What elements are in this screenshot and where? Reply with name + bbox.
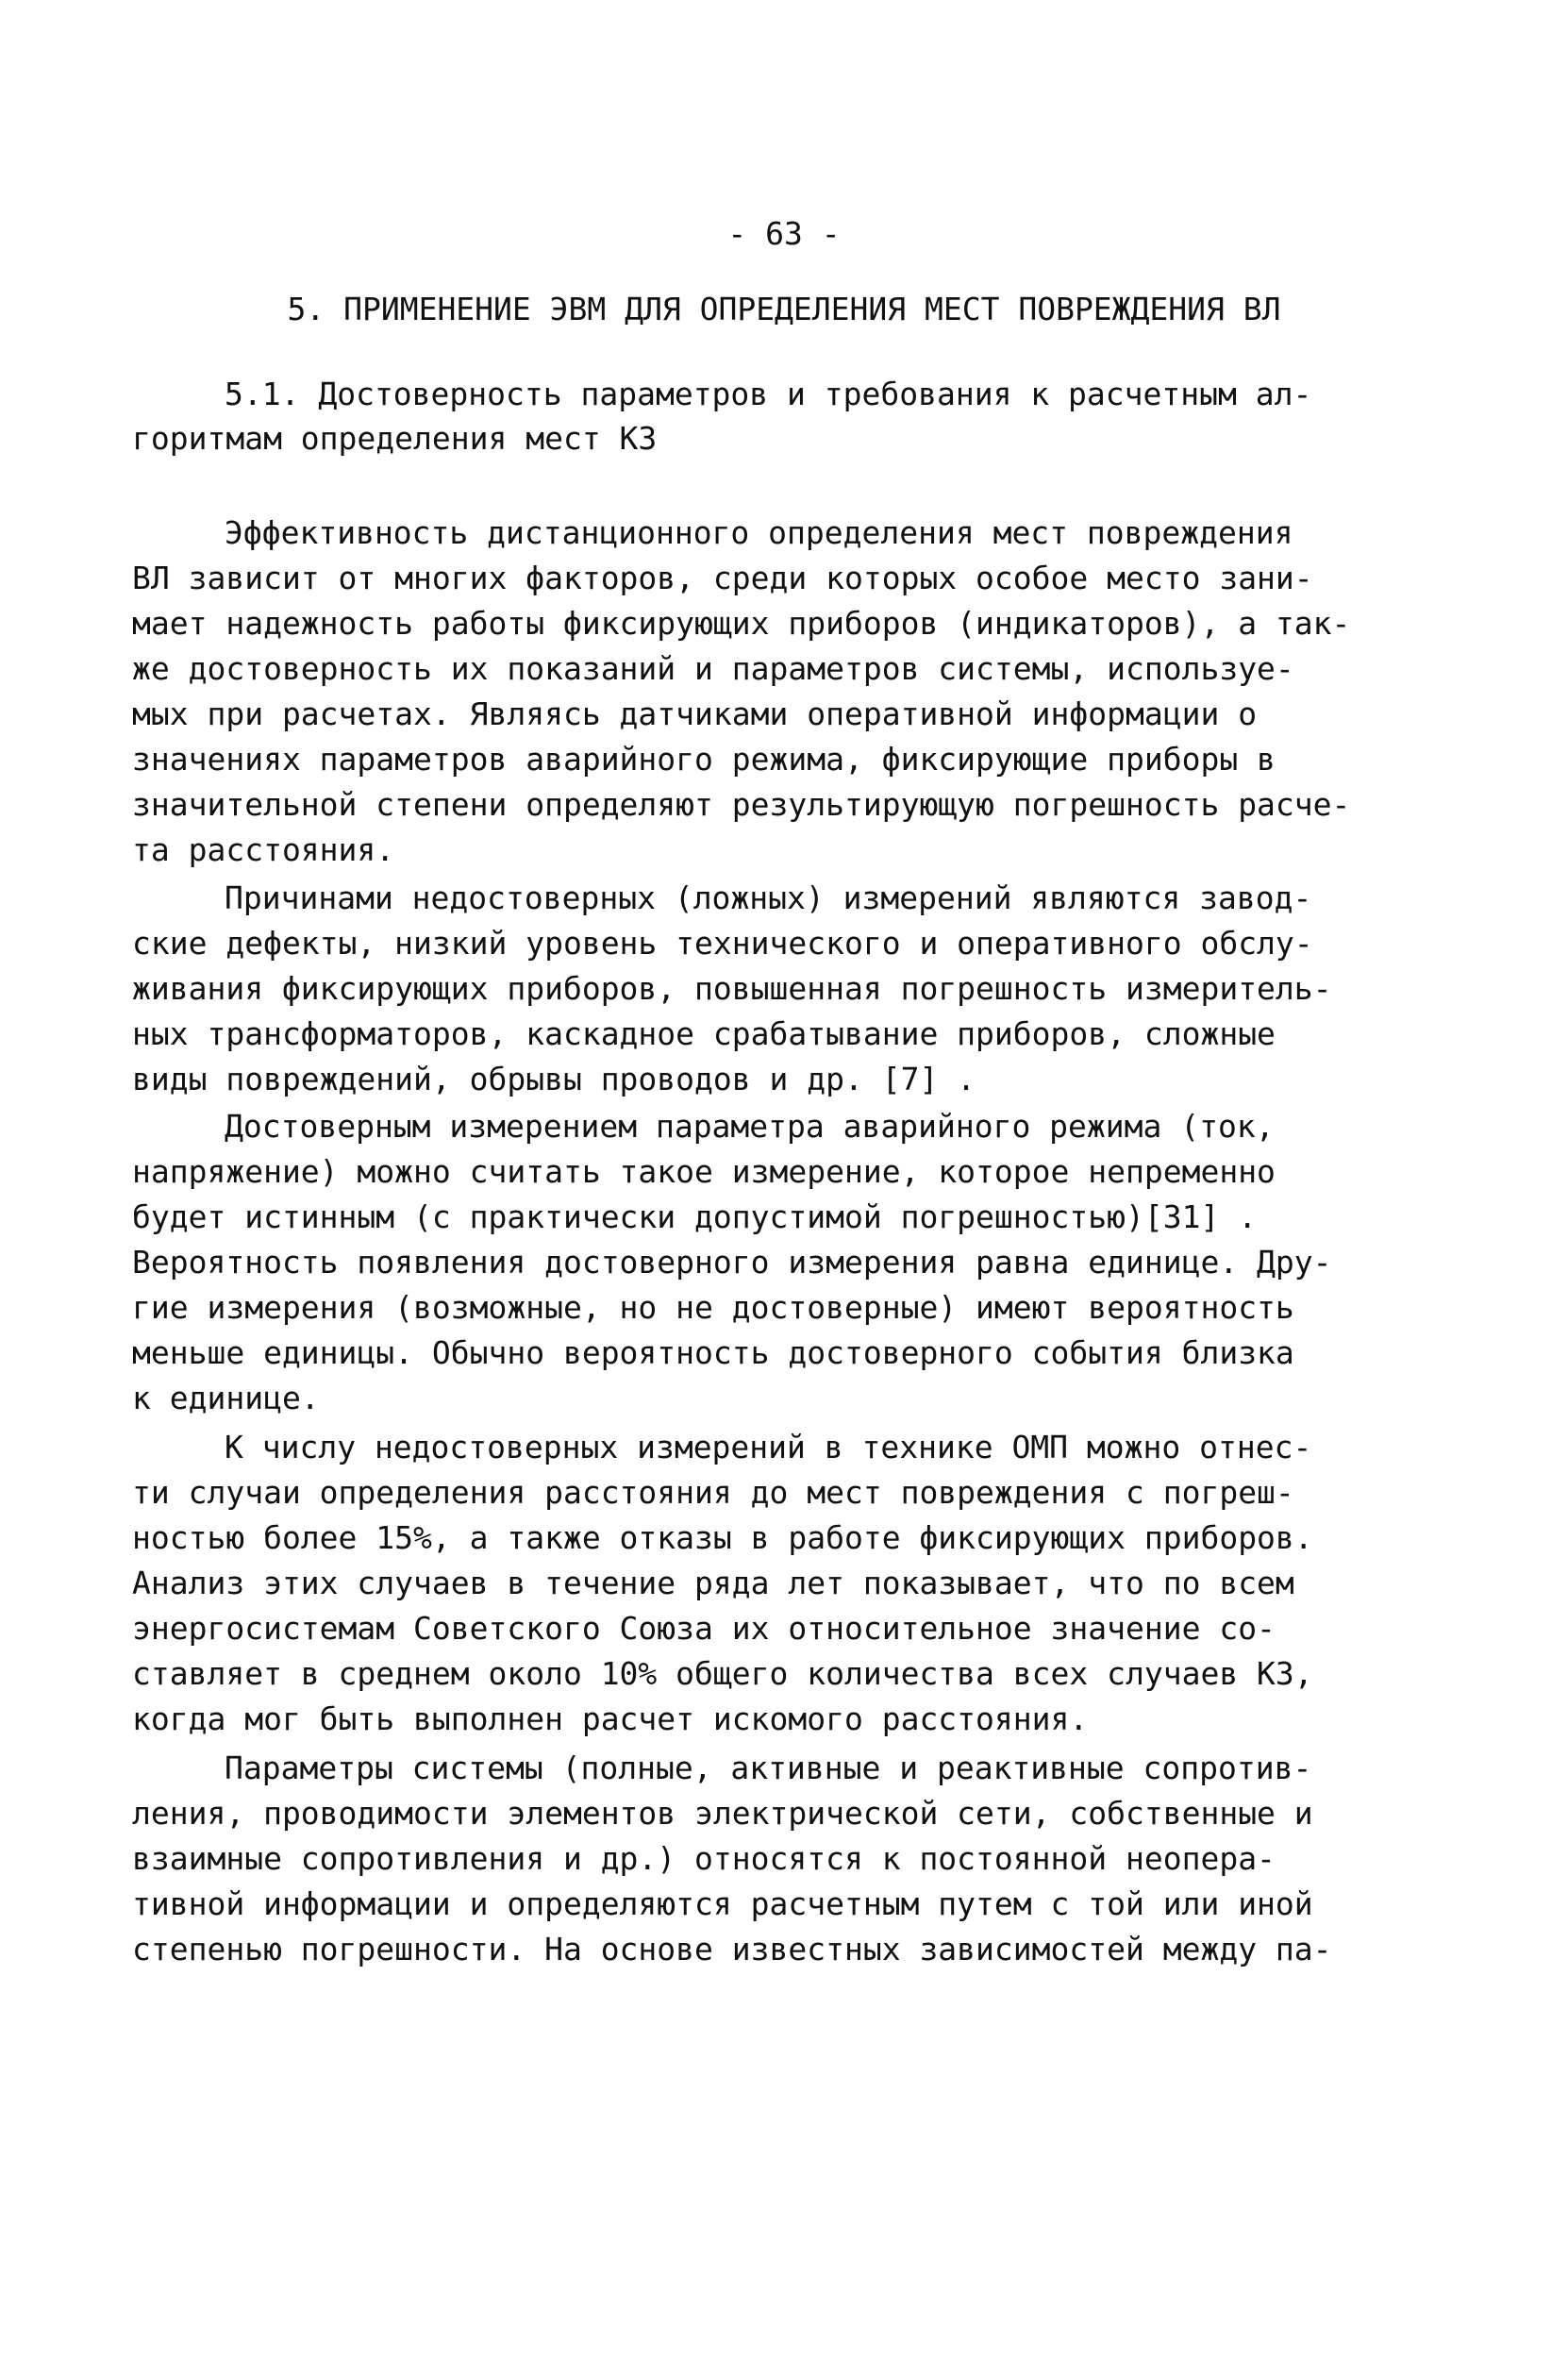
body-line: гие измерения (возможные, но не достоверные) имеют вероятность [132, 1289, 1294, 1326]
body-line: меньше единицы. Обычно вероятность достоверного события близка [132, 1334, 1294, 1371]
body-line: энергосистемам Советского Союза их относительное значение со- [132, 1610, 1276, 1647]
body-line: К числу недостоверных измерений в технике ОМП можно отнес- [225, 1429, 1312, 1465]
body-line: ставляет в среднем около 10% общего количества всех случаев КЗ, [132, 1655, 1313, 1692]
body-line: Анализ этих случаев в течение ряда лет показывает, что по всем [132, 1565, 1294, 1601]
body-line: значительной степени определяют результирующую погрешность расче- [132, 786, 1351, 823]
section-heading-line: 5.1. Достоверность параметров и требования к расчетным ал- [225, 376, 1312, 412]
body-line: виды повреждений, обрывы проводов и др. [7] . [132, 1061, 976, 1097]
body-line: же достоверность их показаний и параметров системы, используе- [132, 650, 1294, 687]
body-line: напряжение) можно считать такое измерение, которое непременно [132, 1153, 1276, 1190]
body-line: ти случаи определения расстояния до мест повреждения с погреш- [132, 1474, 1294, 1511]
body-line: Причинами недостоверных (ложных) измерений являются завод- [225, 879, 1312, 916]
section-heading-line: горитмам определения мест КЗ [132, 420, 658, 457]
body-line: степенью погрешности. На основе известных зависимостей между па- [132, 1931, 1332, 1968]
body-line: будет истинным (с практически допустимой погрешностью)[31] . [132, 1198, 1258, 1235]
body-line: ВЛ зависит от многих факторов, среди которых особое место зани- [132, 560, 1313, 596]
body-line: Эффективность дистанционного определения мест повреждения [225, 514, 1293, 551]
body-line: когда мог быть выполнен расчет искомого расстояния. [132, 1700, 1089, 1737]
body-line: тивной информации и определяются расчетным путем с той или иной [132, 1885, 1313, 1922]
body-line: мых при расчетах. Являясь датчиками оперативной информации о [132, 695, 1258, 732]
body-line: взаимные сопротивления и др.) относятся к постоянной неопера- [132, 1840, 1276, 1877]
body-line: к единице. [132, 1380, 320, 1416]
body-line: ления, проводимости элементов электрической сети, собственные и [132, 1795, 1313, 1832]
body-line: ных трансформаторов, каскадное срабатывание приборов, сложные [132, 1015, 1276, 1052]
page-number: - 63 - [727, 215, 841, 252]
body-line: живания фиксирующих приборов, повышенная погрешность измеритель- [132, 970, 1332, 1007]
body-line: ностью более 15%, а также отказы в работе фиксирующих приборов. [132, 1519, 1313, 1556]
body-line: значениях параметров аварийного режима, фиксирующие приборы в [132, 741, 1276, 778]
body-line: ские дефекты, низкий уровень технического и оперативного обслу- [132, 925, 1313, 962]
body-line: Вероятность появления достоверного измерения равна единице. Дру- [132, 1244, 1332, 1281]
body-line: Параметры системы (полные, активные и реактивные сопротив- [225, 1750, 1312, 1786]
chapter-heading: 5. ПРИМЕНЕНИЕ ЭВМ ДЛЯ ОПРЕДЕЛЕНИЯ МЕСТ ПОВРЕЖДЕНИЯ ВЛ [287, 291, 1281, 327]
body-line: мает надежность работы фиксирующих приборов (индикаторов), а так- [132, 605, 1351, 642]
body-line: Достоверным измерением параметра аварийного режима (ток, [225, 1108, 1275, 1145]
body-line: та расстояния. [132, 831, 395, 868]
